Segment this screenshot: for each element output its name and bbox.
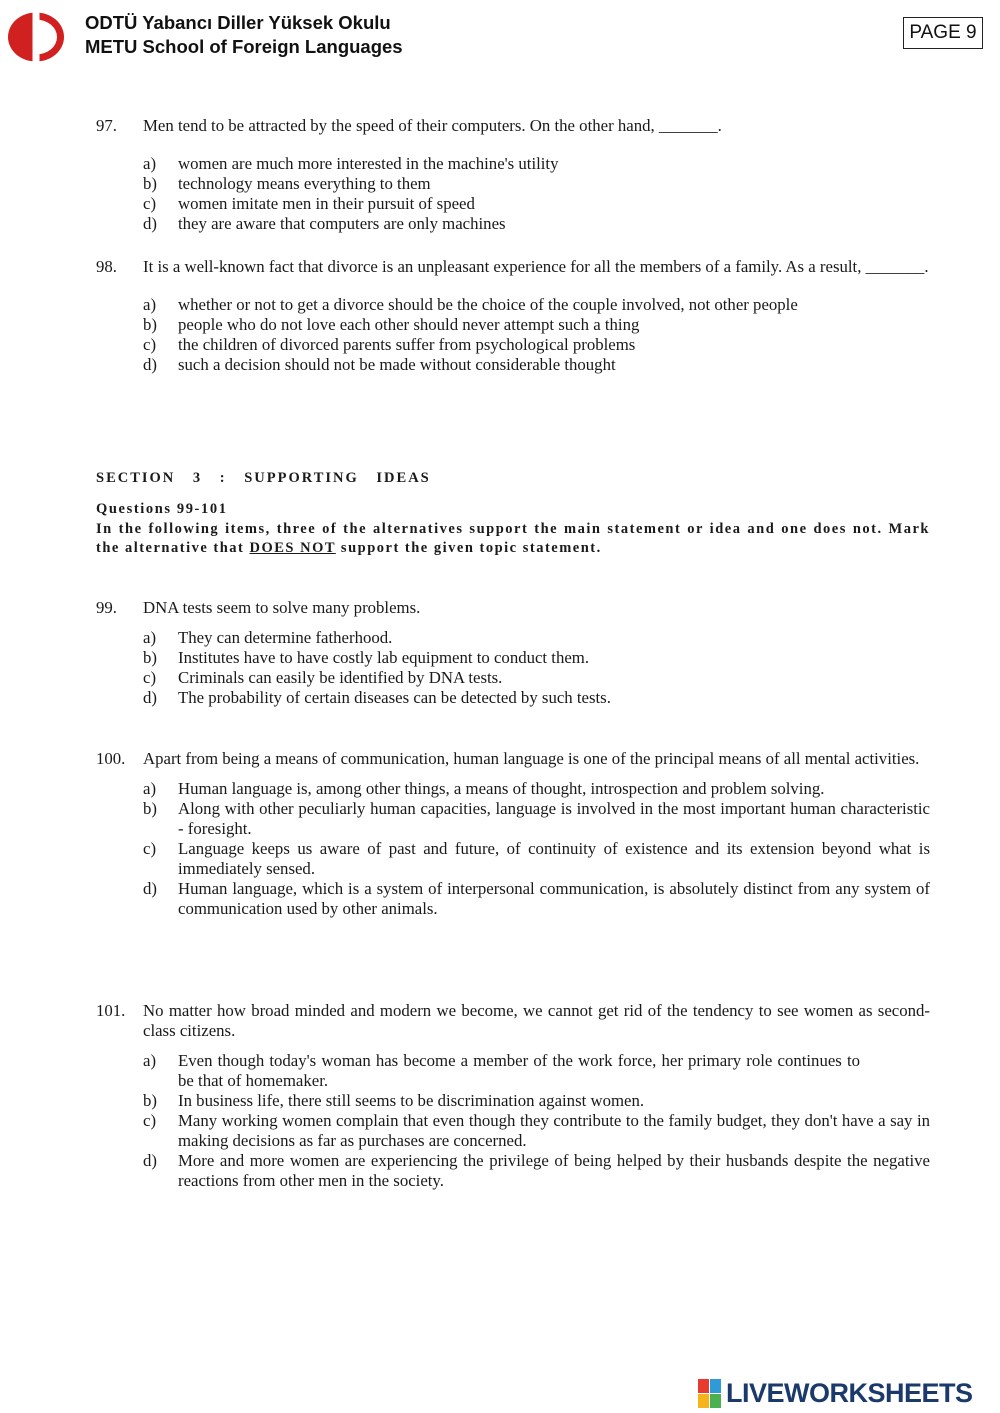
question-stem — [96, 749, 930, 769]
option-a[interactable] — [143, 628, 930, 648]
instruction-text: In the following items, three of the alternatives support the main statement or idea and one does not. Mark the alternative that — [96, 521, 930, 556]
question-number: 97. — [96, 116, 117, 135]
option-c[interactable] — [143, 839, 930, 879]
options-list — [96, 154, 930, 234]
option-text: technology means everything to them — [178, 174, 431, 193]
option-letter: d) — [143, 214, 157, 233]
option-text: The probability of certain diseases can be detected by such tests. — [178, 688, 611, 707]
question-text: Apart from being a means of communication, human language is one of the principal means of all mental activities. — [143, 749, 920, 768]
option-text: Along with other peculiarly human capacities, language is involved in the most important human characteristic - foresight. — [178, 799, 930, 838]
option-letter: c) — [143, 335, 157, 354]
question-text: DNA tests seem to solve many problems. — [143, 598, 421, 617]
option-text: Even though today's woman has become a member of the work force, her primary role continues to be that of homemaker. — [178, 1051, 860, 1090]
option-letter: d) — [143, 1151, 157, 1170]
option-b[interactable] — [143, 799, 930, 839]
option-text: They can determine fatherhood. — [178, 628, 393, 647]
question-99 — [96, 598, 930, 708]
option-text: Human language is, among other things, a means of thought, introspection and problem solving. — [178, 779, 825, 798]
option-b[interactable] — [143, 1091, 930, 1111]
option-letter: c) — [143, 1111, 157, 1130]
section-subtitle: Questions 99-101 — [96, 501, 228, 517]
institution-name-turkish: ODTÜ Yabancı Diller Yüksek Okulu — [85, 12, 391, 33]
question-101 — [96, 1001, 930, 1191]
option-c[interactable] — [143, 1111, 930, 1151]
institution-name-english: METU School of Foreign Languages — [85, 36, 403, 57]
option-d[interactable] — [143, 688, 930, 708]
liveworksheets-watermark[interactable] — [698, 1376, 994, 1412]
options-list — [96, 295, 930, 375]
question-number: 99. — [96, 598, 117, 617]
option-c[interactable] — [143, 335, 930, 355]
options-list — [96, 628, 930, 708]
option-letter: d) — [143, 355, 157, 374]
option-letter: a) — [143, 154, 157, 173]
question-text: It is a well-known fact that divorce is an unpleasant experience for all the members of a family. As a result, _______. — [143, 257, 929, 276]
question-number: 101. — [96, 1001, 126, 1020]
option-b[interactable] — [143, 315, 930, 335]
metu-logo-icon — [5, 10, 67, 64]
question-stem — [96, 116, 930, 136]
question-text: No matter how broad minded and modern we become, we cannot get rid of the tendency to see women as second-class citizens. — [143, 1001, 930, 1040]
option-text: Language keeps us aware of past and future, of continuity of existence and its extension beyond what is immediately sensed. — [178, 839, 930, 878]
option-letter: c) — [143, 194, 157, 213]
option-text: Criminals can easily be identified by DNA tests. — [178, 668, 503, 687]
option-text: women are much more interested in the machine's utility — [178, 154, 559, 173]
option-text: people who do not love each other should never attempt such a thing — [178, 315, 640, 334]
option-letter: b) — [143, 648, 157, 667]
option-c[interactable] — [143, 668, 930, 688]
liveworksheets-logo-icon — [698, 1379, 722, 1409]
page-number-box: PAGE 9 — [903, 17, 983, 49]
option-d[interactable] — [143, 355, 930, 375]
option-text: Human language, which is a system of interpersonal communication, is absolutely distinct from any system of communication used by other animals. — [178, 879, 930, 918]
option-text: they are aware that computers are only machines — [178, 214, 506, 233]
option-letter: a) — [143, 295, 157, 314]
option-letter: a) — [143, 628, 157, 647]
question-stem — [96, 257, 930, 277]
option-letter: b) — [143, 315, 157, 334]
option-text: Institutes have to have costly lab equipment to conduct them. — [178, 648, 590, 667]
question-stem — [96, 1001, 930, 1041]
option-a[interactable] — [143, 779, 930, 799]
question-stem — [96, 598, 930, 618]
question-98 — [96, 257, 930, 375]
question-97 — [96, 116, 930, 234]
option-text: such a decision should not be made without considerable thought — [178, 355, 616, 374]
option-d[interactable] — [143, 879, 930, 919]
section-instructions — [96, 520, 930, 558]
option-text: whether or not to get a divorce should be the choice of the couple involved, not other people — [178, 295, 798, 314]
option-letter: d) — [143, 688, 157, 707]
options-list — [96, 779, 930, 919]
option-d[interactable] — [143, 1151, 930, 1191]
option-letter: a) — [143, 1051, 157, 1070]
options-list — [96, 1051, 930, 1191]
option-text: women imitate men in their pursuit of speed — [178, 194, 475, 213]
option-letter: b) — [143, 1091, 157, 1110]
option-text: In business life, there still seems to be discrimination against women. — [178, 1091, 645, 1110]
option-letter: d) — [143, 879, 157, 898]
question-number: 100. — [96, 749, 126, 768]
option-b[interactable] — [143, 174, 930, 194]
option-b[interactable] — [143, 648, 930, 668]
option-text: Many working women complain that even though they contribute to the family budget, they don't have a say in making decisions as far as purchases are concerned. — [178, 1111, 930, 1150]
option-text: More and more women are experiencing the privilege of being helped by their husbands despite the negative reactions from other men in the society. — [178, 1151, 930, 1190]
section-title: SECTION 3 : SUPPORTING IDEAS — [96, 470, 431, 486]
question-number: 98. — [96, 257, 117, 276]
instruction-text-end: support the given topic statement. — [335, 540, 602, 556]
option-d[interactable] — [143, 214, 930, 234]
instruction-emphasis: DOES NOT — [249, 540, 336, 556]
option-a[interactable] — [143, 154, 930, 174]
question-text: Men tend to be attracted by the speed of their computers. On the other hand, _______. — [143, 116, 722, 135]
option-a[interactable] — [143, 295, 930, 315]
option-c[interactable] — [143, 194, 930, 214]
option-letter: c) — [143, 668, 157, 687]
option-text: the children of divorced parents suffer from psychological problems — [178, 335, 636, 354]
page-header — [0, 0, 1000, 70]
option-letter: c) — [143, 839, 157, 858]
question-100 — [96, 749, 930, 919]
option-letter: a) — [143, 779, 157, 798]
option-a[interactable] — [143, 1051, 930, 1091]
option-letter: b) — [143, 799, 157, 818]
liveworksheets-brand: LIVEWORKSHEETS — [726, 1378, 973, 1408]
option-letter: b) — [143, 174, 157, 193]
